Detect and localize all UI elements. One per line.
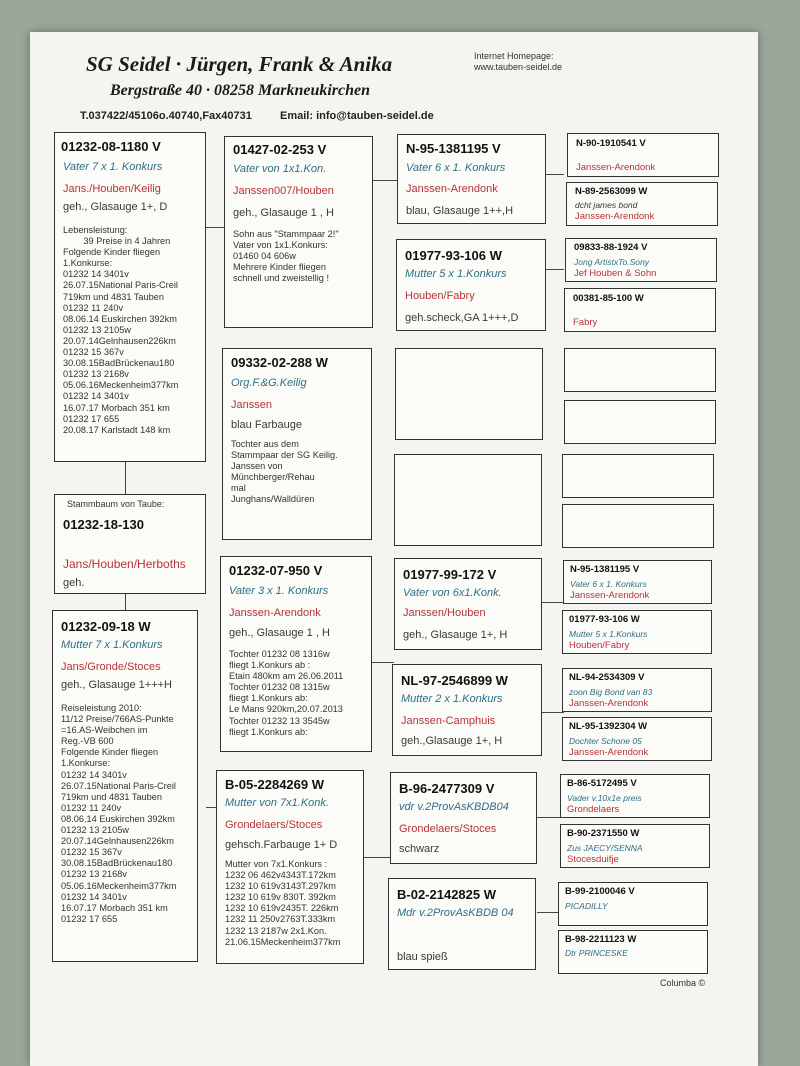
performance-title: Jong ArtistxTo.Sony: [574, 257, 649, 267]
connector-line: [537, 912, 560, 913]
performance-title: Vater von 6x1.Konk.: [403, 587, 502, 599]
color-line: geh., Glasauge 1+, D: [63, 201, 168, 213]
connector-line: [125, 462, 126, 494]
ring-number: 01232-07-950 V: [229, 563, 323, 578]
grandsire-maternal-box: [220, 556, 372, 752]
performance-title: Vater 6 x 1. Konkurs: [570, 579, 647, 589]
performance-notes: Reiseleistung 2010: 11/12 Preise/766AS-Punkte =16.AS-Weibchen im Reg.-VB 600 Folgende Kinder fliegen 1.Konkurse: 01232 14 3401v 26.07.15National Paris-Creil 719km und 4831 Tauben 01232 11 240v 08.06.14 Euskirchen 392km 01232 13 2105w 20.07.14Gelnhausen226km 01232 15 367v 30.08.15BadBrückenau180 01232 13 2168v 05.06.16Meckenheim377km 01232 14 3401v 16.07.17 Morbach 351 km 01232 17 655: [61, 703, 177, 924]
ring-number: B-86-5172495 V: [567, 778, 637, 789]
ancestor-box-empty: [564, 400, 716, 444]
connector-line: [206, 227, 224, 228]
page-title: SG Seidel · Jürgen, Frank & Anika: [86, 52, 393, 76]
ring-number: 01427-02-253 V: [233, 142, 327, 157]
breed-line: Jans/Gronde/Stoces: [61, 661, 161, 673]
ancestor-box-empty: [562, 504, 714, 548]
ring-number: 01232-08-1180 V: [61, 139, 161, 154]
ring-number: 01232-09-18 W: [61, 619, 151, 634]
footer-brand: Columba ©: [660, 978, 706, 988]
ancestor-box-mdss: [560, 774, 710, 818]
contact-phone: T.037422/45106o.40740,Fax40731: [80, 110, 252, 122]
breed-line: Janssen/Houben: [403, 607, 486, 619]
ring-number: NL-97-2546899 W: [401, 673, 508, 688]
performance-title: Dochter Schone 05: [569, 736, 642, 746]
ancestor-box-ffdd: [564, 288, 716, 332]
breed-line: Janssen-Arendonk: [406, 183, 498, 195]
ancestor-box-mddd: [558, 930, 708, 974]
performance-title: Dtr PRINCESKE: [565, 948, 628, 958]
ring-number: NL-94-2534309 V: [569, 672, 645, 683]
performance-title: zoon Big Bond van 83: [569, 687, 653, 697]
ancestor-box-empty: [564, 348, 716, 392]
performance-title: Org.F.&G.Keilig: [231, 377, 307, 389]
breed-line: Jans./Houben/Keilig: [63, 183, 161, 195]
breed-line: Janssen-Arendonk: [569, 698, 649, 709]
granddam-paternal-box: [222, 348, 372, 540]
breed-line: Houben/Fabry: [569, 640, 630, 651]
breed-line: Janssen-Arendonk: [569, 747, 649, 758]
performance-title: Vater 6 x 1. Konkurs: [406, 162, 506, 174]
performance-title: Zus JAECY/SENNA: [567, 843, 643, 853]
breed-line: Grondelaers/Stoces: [225, 819, 323, 831]
breed-line: Janssen007/Houben: [233, 185, 334, 197]
breed-line: Janssen-Arendonk: [229, 607, 321, 619]
connector-line: [125, 594, 126, 610]
ring-number: B-90-2371550 W: [567, 828, 640, 839]
performance-title: vdr v.2ProvAsKBDB04: [399, 801, 509, 813]
ring-number: 01232-18-130: [63, 517, 144, 532]
color-line: schwarz: [399, 843, 440, 855]
connector-line: [373, 180, 397, 181]
ancestor-box-ffsd: [566, 182, 718, 226]
breed-line: Janssen-Arendonk: [575, 211, 655, 222]
ancestor-box-empty: [394, 454, 542, 546]
connector-line: [542, 602, 564, 603]
connector-line: [546, 269, 564, 270]
color-line: gehsch.Farbauge 1+ D: [225, 839, 338, 851]
breed-line: Janssen-Arendonk: [576, 162, 656, 173]
performance-notes: Tochter 01232 08 1316w fliegt 1.Konkurs ab : Etain 480km am 26.06.2011 Tochter 01232 08 1315w fliegt 1.Konkurs ab: Le Mans 920km,20.07.2013 Tochter 01232 13 3545w fliegt 1.Konkurs ab:: [229, 649, 344, 737]
ancestor-box-ffds: [565, 238, 717, 282]
performance-title: Mutter 5 x 1.Konkurs: [405, 268, 507, 280]
ring-number: 00381-85-100 W: [573, 293, 644, 304]
ring-number: B-99-2100046 V: [565, 886, 635, 897]
breed-line: Grondelaers/Stoces: [399, 823, 497, 835]
father-box: [54, 132, 206, 462]
performance-title: Vater von 1x1.Kon.: [233, 163, 327, 175]
performance-title: dcht james bond: [575, 200, 638, 210]
ring-number: B-96-2477309 V: [399, 781, 495, 796]
grandsire-paternal-box: [224, 136, 373, 328]
performance-notes: Lebensleistung: 39 Preise in 4 Jahren Folgende Kinder fliegen 1.Konkurse: 01232 14 3401v 26.07.15National Paris-Creil 719km und 4831 Tauben 01232 11 240v 08.06.14 Euskirchen 392km 01232 13 2105w 20.07.14Gelnhausen226km 01232 15 367v 30.08.15BadBrückenau180 01232 13 2168v 05.06.16Meckenheim377km 01232 14 3401v 16.07.17 Morbach 351 km 01232 17 655 20.08.17 Karlstadt 148 km: [63, 225, 179, 435]
ring-number: 09332-02-288 W: [231, 355, 328, 370]
connector-line: [364, 857, 392, 858]
breed-line: Janssen: [231, 399, 272, 411]
connector-line: [372, 662, 394, 663]
mother-box: [52, 610, 198, 962]
ancestor-box-msds: [562, 668, 712, 712]
color-line: geh., Glasauge 1+++H: [61, 679, 172, 691]
breed-line: Jans/Houben/Herboths: [63, 557, 186, 571]
performance-title: PICADILLY: [565, 901, 608, 911]
performance-notes: Tochter aus dem Stammpaar der SG Keilig. Janssen von Münchberger/Rehau mal Junghans/Walldüren: [231, 439, 338, 505]
ring-number: 01977-99-172 V: [403, 567, 497, 582]
ancestor-box-ffd: [396, 239, 546, 331]
performance-title: Mutter 2 x 1.Konkurs: [401, 693, 503, 705]
granddam-maternal-box: [216, 770, 364, 964]
ancestor-box-empty: [395, 348, 543, 440]
performance-title: Mutter 7 x 1.Konkurs: [61, 639, 163, 651]
subject-box: [54, 494, 206, 594]
ancestor-box-msdd: [562, 717, 712, 761]
ancestor-box-mdsd: [560, 824, 710, 868]
ring-number: N-90-1910541 V: [576, 138, 646, 149]
performance-title: Vater 7 x 1. Konkurs: [63, 161, 163, 173]
ancestor-box-msss: [563, 560, 712, 604]
ring-number: N-95-1381195 V: [570, 564, 640, 575]
breed-line: Stocesduifje: [567, 854, 619, 865]
connector-line: [537, 817, 560, 818]
ring-number: B-98-2211123 W: [565, 934, 637, 945]
connector-line: [546, 174, 564, 175]
performance-title: Vater 3 x 1. Konkurs: [229, 585, 329, 597]
ring-number: B-05-2284269 W: [225, 777, 324, 792]
address: Bergstraße 40 · 08258 Markneukirchen: [110, 82, 371, 99]
breed-line: Janssen-Arendonk: [570, 590, 650, 601]
ancestor-box-mdds: [558, 882, 708, 926]
ring-number: N-89-2563099 W: [575, 186, 648, 197]
pedigree-sheet: [30, 32, 758, 1066]
performance-title: Mutter 5 x 1.Konkurs: [569, 629, 648, 639]
breed-line: Grondelaers: [567, 804, 620, 815]
color-line: geh., Glasauge 1+, H: [403, 629, 508, 641]
ring-number: NL-95-1392304 W: [569, 721, 648, 732]
ring-number: 09833-88-1924 V: [574, 242, 648, 253]
performance-notes: Sohn aus "Stammpaar 2!" Vater von 1x1.Konkurs: 01460 04 606w Mehrere Kinder fliegen schnell und zweistellig !: [233, 229, 339, 284]
ancestor-box-mds: [390, 772, 537, 864]
breed-line: Jef Houben & Sohn: [574, 268, 657, 279]
performance-notes: Mutter von 7x1.Konkurs : 1232 06 462v4343T.172km 1232 10 619v3143T.297km 1232 10 619v 830T. 392km 1232 10 619v2435T. 226km 1232 11 250v2763T.333km 1232 13 2187w 2x1.Kon. 21.06.15Meckenheim377km: [225, 859, 341, 947]
contact-email: Email: info@tauben-seidel.de: [280, 110, 434, 122]
ring-number: B-02-2142825 W: [397, 887, 496, 902]
ancestor-box-mssd: [562, 610, 712, 654]
performance-title: Mutter von 7x1.Konk.: [225, 797, 329, 809]
breed-line: Fabry: [573, 317, 598, 328]
color-line: geh.: [63, 577, 85, 589]
color-line: blau, Glasauge 1++,H: [406, 205, 514, 217]
color-line: geh., Glasauge 1 , H: [229, 627, 330, 639]
ring-number: 01977-93-106 W: [405, 248, 502, 263]
color-line: geh.,Glasauge 1+, H: [401, 735, 503, 747]
ancestor-box-empty: [562, 454, 714, 498]
ring-number: 01977-93-106 W: [569, 614, 640, 625]
color-line: geh.scheck,GA 1+++,D: [405, 312, 519, 324]
breed-line: Janssen-Camphuis: [401, 715, 496, 727]
ancestor-box-ffs: [397, 134, 546, 224]
performance-title: Mdr v.2ProvAsKBDB 04: [397, 907, 514, 919]
ancestor-box-mss: [394, 558, 542, 650]
ring-number: N-95-1381195 V: [406, 141, 501, 156]
performance-title: Vader v.10x1e preis: [567, 793, 642, 803]
color-line: geh., Glasauge 1 , H: [233, 207, 334, 219]
breed-line: Houben/Fabry: [405, 290, 475, 302]
homepage-label: Internet Homepage:: [474, 51, 554, 61]
ancestor-box-mdd: [388, 878, 536, 970]
connector-line: [542, 712, 564, 713]
ancestor-box-ffss: [567, 133, 719, 177]
homepage-url: www.tauben-seidel.de: [474, 62, 563, 72]
ancestor-box-msd: [392, 664, 542, 756]
stammbaum-label: Stammbaum von Taube:: [67, 499, 165, 509]
color-line: blau spieß: [397, 951, 448, 963]
color-line: blau Farbauge: [231, 419, 302, 431]
